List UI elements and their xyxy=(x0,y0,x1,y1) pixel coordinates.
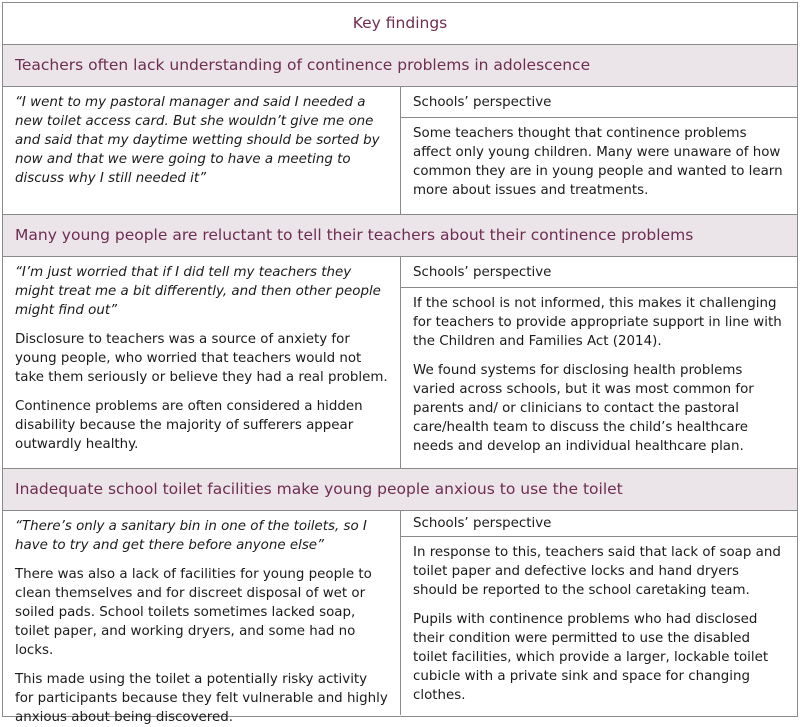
young-person-quote: “I went to my pastoral manager and said I needed a new toilet access card. But she wouldn’t give me one and said that my daytime wetting should be sorted by now and that we were going to have a meeting to discuss why I still needed it” xyxy=(15,95,380,186)
young-people-paragraph: There was also a lack of facilities for young people to clean themselves and for discreet disposal of wet or soiled pads. School toilets sometimes lacked soap, toilet paper, and working dryers, and some had no locks. xyxy=(15,567,372,658)
young-person-quote: “There’s only a sanitary bin in one of the toilets, so I have to try and get there before anyone else” xyxy=(15,519,367,553)
section-row-toilet-facilities xyxy=(3,511,797,725)
schools-perspective-label: Schools’ perspective xyxy=(401,511,797,537)
section-row-reluctant-to-tell xyxy=(3,257,797,469)
section-title-toilet-facilities: Inadequate school toilet facilities make young people anxious to use the toilet xyxy=(3,469,797,511)
schools-paragraph: Some teachers thought that continence problems affect only young children. Many were unaware of how common they are in young people and wanted to learn more about issues and treatments. xyxy=(413,126,783,198)
schools-paragraph: In response to this, teachers said that lack of soap and toilet paper and defective locks and hand dryers should be reported to the school caretaking team. xyxy=(413,545,781,598)
young-people-paragraph: Disclosure to teachers was a source of anxiety for young people, who worried that teachers would not take them seriously or believe they had a real problem. xyxy=(15,332,388,385)
schools-column xyxy=(401,511,797,715)
young-people-paragraph: Continence problems are often considered a hidden disability because the majority of sufferers appear outwardly healthy. xyxy=(15,399,363,452)
young-people-column xyxy=(3,511,401,725)
young-people-paragraph: This made using the toilet a potentially risky activity for participants because they felt vulnerable and highly anxious about being discovered. xyxy=(15,672,388,725)
schools-paragraph: We found systems for disclosing health problems varied across schools, but it was most common for parents and/ or clinicians to contact the pastoral care/health team to discuss the child’s healthcare needs and develop an individual healthcare plan. xyxy=(413,363,754,454)
table-header: Key findings xyxy=(3,3,797,45)
young-people-column xyxy=(3,257,401,468)
young-person-quote: “I’m just worried that if I did tell my teachers they might treat me a bit differently, and then other people might find out” xyxy=(15,265,381,318)
schools-column xyxy=(401,87,797,214)
schools-column xyxy=(401,257,797,468)
section-title-teachers-understanding: Teachers often lack understanding of continence problems in adolescence xyxy=(3,45,797,87)
schools-perspective-label: Schools’ perspective xyxy=(401,87,797,118)
key-findings-table xyxy=(2,2,798,725)
schools-paragraph: If the school is not informed, this makes it challenging for teachers to provide appropriate support in line with the Children and Families Act (2014). xyxy=(413,296,782,349)
schools-paragraph: Pupils with continence problems who had disclosed their condition were permitted to use the disabled toilet facilities, which provide a larger, lockable toilet cubicle with a private sink and space for changing clothes. xyxy=(413,612,769,703)
section-row-teachers-understanding xyxy=(3,87,797,215)
schools-perspective-label: Schools’ perspective xyxy=(401,257,797,288)
young-people-column xyxy=(3,87,401,214)
section-title-reluctant-to-tell: Many young people are reluctant to tell their teachers about their continence problems xyxy=(3,215,797,257)
